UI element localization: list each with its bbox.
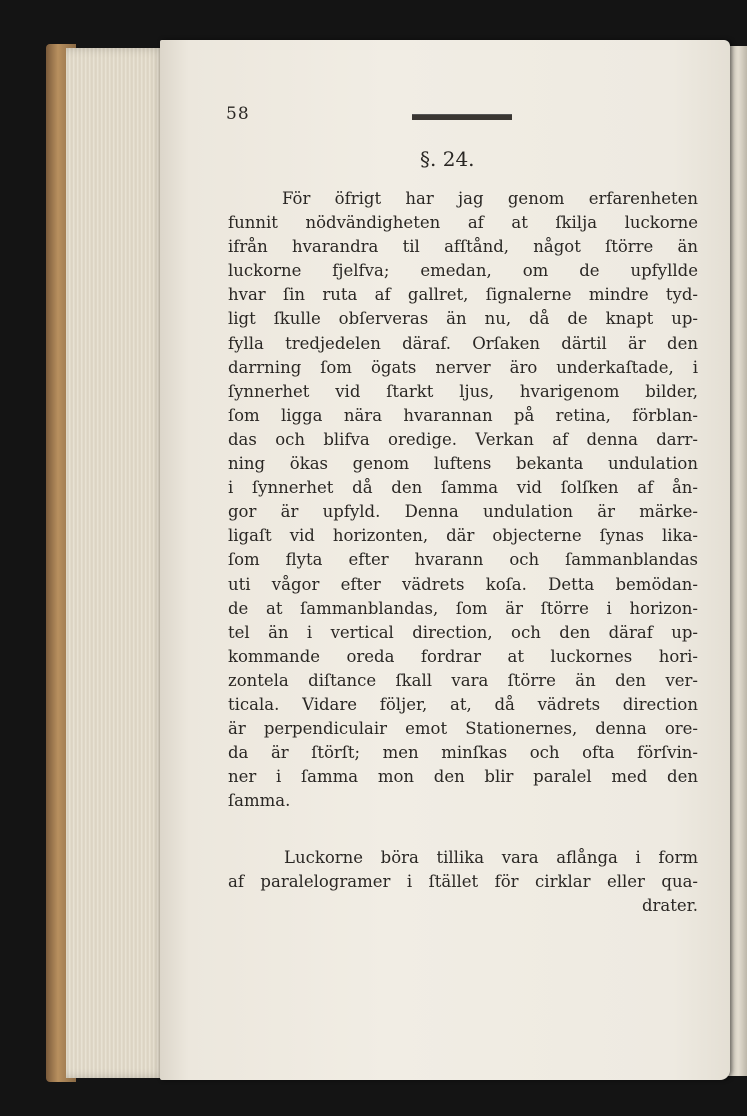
text-line: kommande oreda fordrar at luckornes hori- bbox=[228, 646, 698, 666]
text-line: das och blifva oredige. Verkan af denna darr- bbox=[228, 429, 698, 449]
text-line: de at ſammanblandas, ſom är ſtörre i horizon- bbox=[228, 598, 698, 618]
text-line: ligaſt vid horizonten, där objecterne ſynas lika- bbox=[228, 526, 698, 546]
paragraph-1 bbox=[228, 187, 698, 813]
text-line: drater. bbox=[641, 896, 698, 916]
text-line: luckorne fjelfva; emedan, om de upfyllde bbox=[228, 261, 698, 281]
text-line: ſynnerhet vid ſtarkt ljus, hvarigenom bilder, bbox=[228, 381, 698, 401]
text-line: Luckorne böra tillika vara aflånga i form bbox=[284, 848, 698, 867]
text-line: ticala. Vidare följer, at, då vädrets direction bbox=[228, 694, 698, 714]
paragraph-2 bbox=[228, 846, 698, 918]
text-line: darrning ſom ögats nerver äro underkaſtade, i bbox=[228, 357, 698, 377]
text-line: ligt ſkulle obſerveras än nu, då de knapt up- bbox=[228, 309, 698, 329]
text-line: af paralelogramer i ſtället för cirklar eller qua- bbox=[228, 872, 698, 892]
text-line: fylla tredjedelen däraf. Orſaken därtil är den bbox=[228, 333, 698, 353]
text-line: är perpendiculair emot Stationernes, denna ore- bbox=[228, 719, 698, 739]
text-line: gor är upfyld. Denna undulation är märke- bbox=[228, 502, 698, 522]
header-rule bbox=[412, 114, 512, 120]
text-line: zontela diſtance ſkall vara ſtörre än den ver- bbox=[228, 670, 698, 690]
section-heading: §. 24. bbox=[420, 147, 475, 171]
text-line: tel än i vertical direction, och den däraf up- bbox=[228, 622, 698, 642]
text-line: uti vågor efter vädrets koſa. Detta bemödan- bbox=[228, 574, 698, 594]
text-line: ifrån hvarandra til afſtånd, något ſtörre än bbox=[228, 237, 698, 257]
page-stack bbox=[66, 48, 166, 1078]
text-line: funnit nödvändigheten af at ſkilja luckorne bbox=[228, 213, 698, 233]
text-line: För öfrigt har jag genom erfarenheten bbox=[282, 189, 698, 208]
text-line: hvar ſin ruta af gallret, ſignalerne mindre tyd- bbox=[228, 285, 698, 305]
page-number: 58 bbox=[226, 104, 250, 124]
text-line: ſamma. bbox=[228, 791, 291, 811]
text-line: ſom flyta efter hvarann och ſammanblandas bbox=[228, 550, 698, 570]
text-line: i ſynnerhet då den ſamma vid ſolſken af ån- bbox=[228, 478, 698, 498]
text-line: ning ökas genom luftens bekanta undulation bbox=[228, 454, 698, 474]
text-line: ſom ligga nära hvarannan på retina, förblan- bbox=[228, 405, 698, 425]
text-line: ner i ſamma mon den blir paralel med den bbox=[228, 767, 698, 787]
text-line: da är ſtörſt; men minſkas och ofta förſvin- bbox=[228, 743, 698, 763]
